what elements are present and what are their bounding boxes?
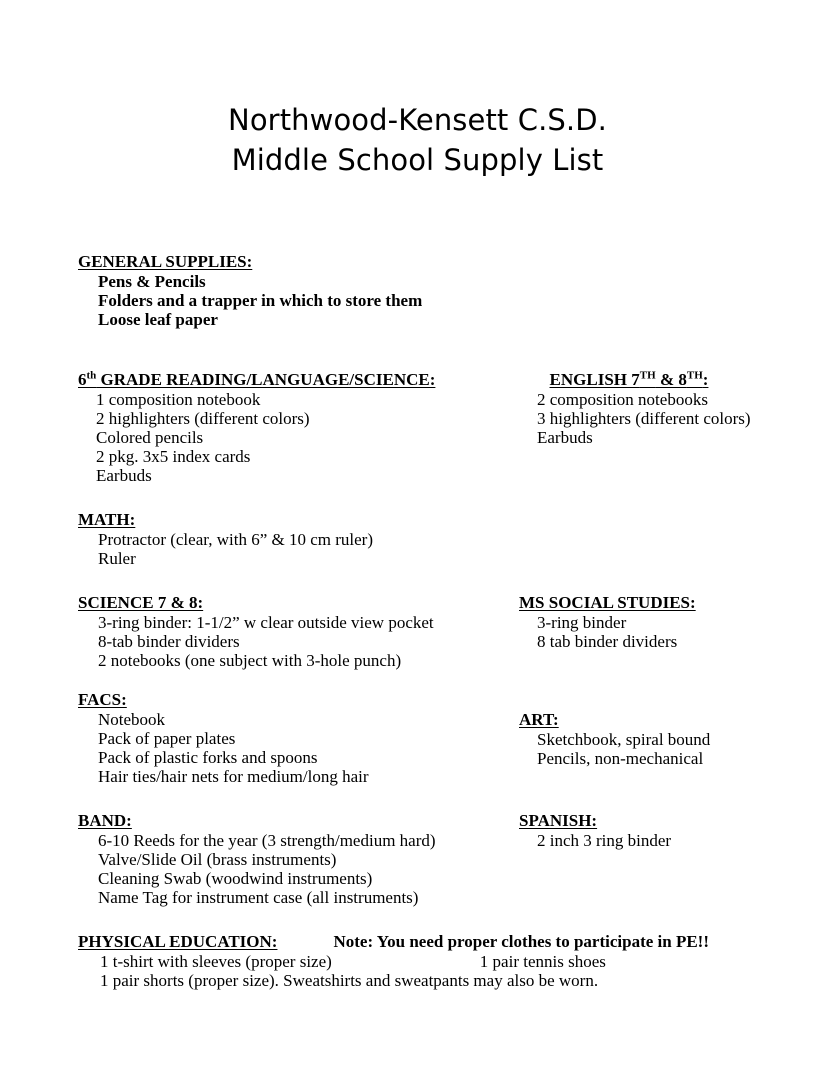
list-item: Name Tag for instrument case (all instruments) bbox=[98, 888, 419, 907]
section-grade6-reading-language-science bbox=[78, 370, 435, 485]
section-science-7-8 bbox=[78, 593, 434, 670]
item-list-art bbox=[519, 730, 710, 768]
list-item: Pack of paper plates bbox=[98, 729, 236, 748]
list-item: 2 pkg. 3x5 index cards bbox=[96, 447, 251, 466]
list-item: Pack of plastic forks and spoons bbox=[98, 748, 318, 767]
physical-education-line-1 bbox=[78, 952, 709, 971]
physical-education-note: Note: You need proper clothes to participate in PE!! bbox=[333, 932, 710, 951]
section-heading-grade6-superscript: th bbox=[86, 369, 97, 382]
section-heading-band: BAND: bbox=[78, 811, 132, 830]
section-heading-physical-education: PHYSICAL EDUCATION: bbox=[78, 932, 278, 951]
physical-education-line-2: 1 pair shorts (proper size). Sweatshirts and sweatpants may also be worn. bbox=[100, 971, 599, 990]
section-heading-art: ART: bbox=[519, 710, 559, 729]
page-title bbox=[0, 100, 835, 180]
list-item: 6-10 Reeds for the year (3 strength/medium hard) bbox=[98, 831, 436, 850]
list-item: 8-tab binder dividers bbox=[98, 632, 240, 651]
item-list-science-7-8 bbox=[78, 613, 434, 670]
page-title-line-2: Middle School Supply List bbox=[231, 143, 604, 177]
section-heading-general-supplies: GENERAL SUPPLIES: bbox=[78, 252, 253, 271]
item-list-math bbox=[78, 530, 373, 568]
section-spanish bbox=[519, 811, 671, 850]
list-item: 2 highlighters (different colors) bbox=[96, 409, 310, 428]
list-item: Valve/Slide Oil (brass instruments) bbox=[98, 850, 337, 869]
list-item: Earbuds bbox=[96, 466, 152, 485]
section-heading-spanish: SPANISH: bbox=[519, 811, 598, 830]
item-list-band bbox=[78, 831, 436, 907]
section-heading-english-superscript-7th: TH bbox=[639, 369, 656, 382]
section-heading-science: SCIENCE 7 & 8: bbox=[78, 593, 204, 612]
section-heading-grade6-prefix: 6 bbox=[78, 370, 87, 389]
list-item: 2 notebooks (one subject with 3-hole punch) bbox=[98, 651, 402, 670]
section-heading-english-part-c: : bbox=[702, 370, 709, 389]
section-heading-english-part-b: & 8 bbox=[655, 370, 687, 389]
physical-education-heading-row bbox=[78, 932, 709, 952]
section-art bbox=[519, 710, 710, 768]
page-title-line-1: Northwood-Kensett C.S.D. bbox=[228, 103, 607, 137]
list-item: Sketchbook, spiral bound bbox=[537, 730, 711, 749]
section-heading-grade6-reading bbox=[78, 370, 435, 389]
list-item: 3 highlighters (different colors) bbox=[537, 409, 751, 428]
item-list-spanish bbox=[519, 831, 671, 850]
section-english-7-8 bbox=[519, 369, 751, 447]
section-math bbox=[78, 510, 373, 568]
list-item: Protractor (clear, with 6” & 10 cm ruler) bbox=[98, 530, 373, 549]
section-heading-english-wrap bbox=[519, 370, 739, 390]
section-heading-english-superscript-8th: TH bbox=[686, 369, 703, 382]
list-item: Hair ties/hair nets for medium/long hair bbox=[98, 767, 369, 786]
list-item: 2 inch 3 ring binder bbox=[537, 831, 672, 850]
section-band bbox=[78, 811, 436, 907]
item-list-grade6-reading bbox=[78, 390, 435, 485]
section-ms-social-studies bbox=[519, 593, 696, 651]
list-item: Ruler bbox=[98, 549, 136, 568]
section-heading-english bbox=[550, 370, 709, 389]
item-list-ms-social-studies bbox=[519, 613, 696, 651]
section-heading-facs: FACS: bbox=[78, 690, 127, 709]
list-item: Pens & Pencils bbox=[98, 272, 206, 291]
physical-education-line-1-col-2: 1 pair tennis shoes bbox=[479, 952, 606, 971]
item-list-facs bbox=[78, 710, 369, 786]
list-item: Pencils, non-mechanical bbox=[537, 749, 704, 768]
list-item: 2 composition notebooks bbox=[537, 390, 708, 409]
physical-education-line-1-col-1: 1 t-shirt with sleeves (proper size) bbox=[100, 952, 332, 971]
list-item: Earbuds bbox=[537, 428, 593, 447]
list-item: 8 tab binder dividers bbox=[537, 632, 678, 651]
list-item: 1 composition notebook bbox=[96, 390, 261, 409]
section-general-supplies bbox=[78, 252, 422, 329]
item-list-english-7-8 bbox=[519, 390, 751, 447]
list-item: Loose leaf paper bbox=[98, 310, 218, 329]
section-facs bbox=[78, 690, 369, 786]
section-heading-grade6-suffix: GRADE READING/LANGUAGE/SCIENCE: bbox=[96, 370, 436, 389]
list-item: Folders and a trapper in which to store them bbox=[98, 291, 423, 310]
list-item: 3-ring binder: 1-1/2” w clear outside view pocket bbox=[98, 613, 434, 632]
section-physical-education bbox=[78, 932, 709, 990]
list-item: Notebook bbox=[98, 710, 166, 729]
item-list-general-supplies bbox=[78, 272, 422, 329]
section-heading-ms-social-studies: MS SOCIAL STUDIES: bbox=[519, 593, 696, 612]
list-item: Cleaning Swab (woodwind instruments) bbox=[98, 869, 373, 888]
list-item: Colored pencils bbox=[96, 428, 204, 447]
section-heading-math: MATH: bbox=[78, 510, 136, 529]
section-heading-english-part-a: ENGLISH 7 bbox=[549, 370, 640, 389]
list-item: 3-ring binder bbox=[537, 613, 627, 632]
